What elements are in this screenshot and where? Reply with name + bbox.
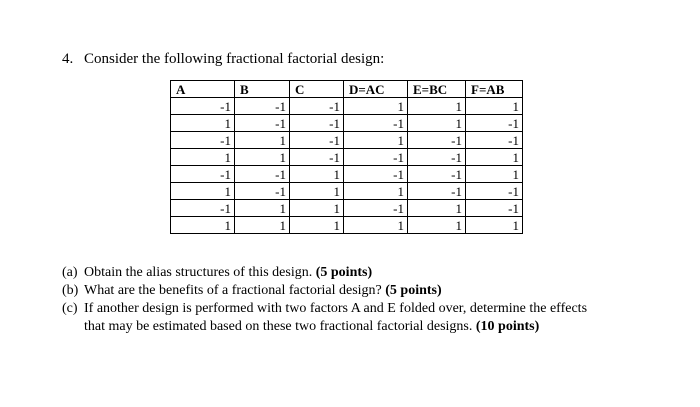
part-label: (b) (62, 283, 79, 298)
cell: -1 (344, 149, 408, 166)
table-row (171, 115, 523, 132)
table-row (171, 149, 523, 166)
cell: 1 (171, 149, 235, 166)
header-c: C (290, 81, 344, 98)
part-points: (5 points) (315, 265, 373, 280)
question-parts (62, 264, 682, 336)
cell: -1 (171, 132, 235, 149)
cell: -1 (466, 200, 523, 217)
part-b (62, 282, 682, 300)
cell: 1 (408, 200, 466, 217)
header-d: D=AC (344, 81, 408, 98)
part-text-line2: that may be estimated based on these two fractional factorial designs. (84, 319, 473, 334)
cell: -1 (235, 115, 290, 132)
cell: -1 (408, 183, 466, 200)
part-a (62, 264, 682, 282)
cell: -1 (408, 166, 466, 183)
question-heading (62, 50, 384, 68)
cell: -1 (344, 200, 408, 217)
table-row (171, 166, 523, 183)
cell: -1 (466, 132, 523, 149)
part-text: Obtain the alias structures of this design. (84, 265, 313, 280)
question-number: 4. (62, 51, 74, 67)
header-a: A (171, 81, 235, 98)
cell: -1 (171, 200, 235, 217)
part-points: (5 points) (385, 283, 442, 298)
part-label: (a) (62, 265, 78, 280)
part-c (62, 300, 682, 336)
cell: 1 (235, 217, 290, 234)
table-header-row (171, 81, 523, 98)
cell: 1 (290, 166, 344, 183)
cell: -1 (408, 149, 466, 166)
cell: 1 (466, 98, 523, 115)
cell: 1 (408, 98, 466, 115)
cell: 1 (171, 217, 235, 234)
header-e: E=BC (408, 81, 466, 98)
cell: 1 (290, 183, 344, 200)
cell: 1 (171, 115, 235, 132)
table-row (171, 98, 523, 115)
part-text: If another design is performed with two factors A and E folded over, determine the effects (84, 301, 588, 316)
cell: -1 (290, 115, 344, 132)
cell: 1 (466, 166, 523, 183)
part-body (84, 264, 372, 282)
part-body (84, 282, 442, 300)
cell: -1 (290, 132, 344, 149)
cell: -1 (235, 98, 290, 115)
cell: -1 (466, 115, 523, 132)
cell: -1 (408, 132, 466, 149)
cell: 1 (466, 217, 523, 234)
cell: 1 (344, 217, 408, 234)
cell: -1 (290, 149, 344, 166)
header-f: F=AB (466, 81, 523, 98)
cell: 1 (408, 115, 466, 132)
header-b: B (235, 81, 290, 98)
cell: -1 (290, 98, 344, 115)
cell: 1 (235, 149, 290, 166)
cell: 1 (344, 132, 408, 149)
table-row (171, 132, 523, 149)
cell: 1 (466, 149, 523, 166)
part-label: (c) (62, 301, 78, 316)
cell: -1 (235, 166, 290, 183)
cell: 1 (408, 217, 466, 234)
cell: 1 (290, 217, 344, 234)
cell: -1 (235, 183, 290, 200)
cell: 1 (171, 183, 235, 200)
part-text-continued (84, 318, 587, 336)
cell: 1 (344, 98, 408, 115)
cell: 1 (344, 183, 408, 200)
part-body (84, 300, 587, 336)
table-row (171, 183, 523, 200)
cell: 1 (235, 200, 290, 217)
table-row (171, 217, 523, 234)
cell: -1 (344, 166, 408, 183)
question-text: Consider the following fractional factorial design: (84, 51, 385, 67)
cell: 1 (235, 132, 290, 149)
cell: -1 (466, 183, 523, 200)
part-points: (10 points) (475, 319, 540, 334)
table-row (171, 200, 523, 217)
cell: -1 (171, 98, 235, 115)
cell: -1 (171, 166, 235, 183)
cell: -1 (344, 115, 408, 132)
cell: 1 (290, 200, 344, 217)
part-text: What are the benefits of a fractional factorial design? (84, 283, 382, 298)
design-table (170, 80, 523, 234)
